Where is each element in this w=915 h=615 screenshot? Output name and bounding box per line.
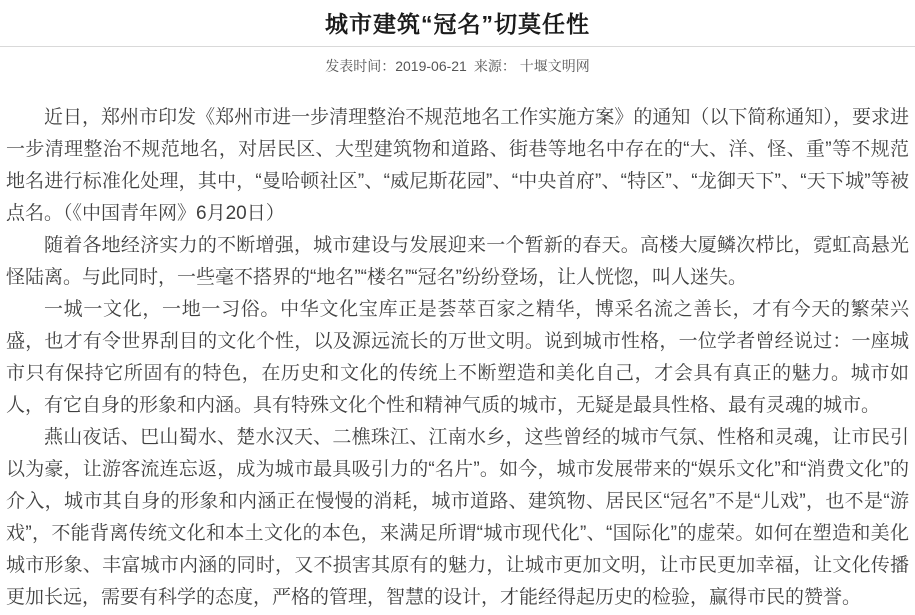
article-source: 来源： 十堰文明网 xyxy=(473,58,590,74)
article-meta xyxy=(0,47,915,74)
article-paragraph: 近日，郑州市印发《郑州市进一步清理整治不规范地名工作实施方案》的通知（以下简称通知），要求进一步清理整治不规范地名，对居民区、大型建筑物和道路、街巷等地名中存在的“大、洋、怪、重”等不规范地名进行标准化处理，其中，“曼哈顿社区”、“威尼斯花园”、“中央首府”、“特区”、“龙御天下”、“天下城”等被点名。（《中国青年网》6月20日） xyxy=(6,107,909,224)
article-body xyxy=(0,102,915,614)
article-paragraph: 随着各地经济实力的不断增强，城市建设与发展迎来一个暂新的春天。高楼大厦鳞次栉比，霓虹高悬光怪陆离。与此同时，一些毫不搭界的“地名”“楼名”“冠名”纷纷登场，让人恍惚，叫人迷失。 xyxy=(6,235,909,288)
publish-time: 发表时间：2019-06-21 xyxy=(325,58,467,74)
article-paragraph: 一城一文化，一地一习俗。中华文化宝库正是荟萃百家之精华，博采名流之善长，才有今天的繁荣兴盛，也才有令世界刮目的文化个性，以及源远流长的万世文明。说到城市性格，一位学者曾经说过：一座城市只有保持它所固有的特色，在历史和文化的传统上不断塑造和美化自己，才会具有真正的魅力。城市如人，有它自身的形象和内涵。具有特殊文化个性和精神气质的城市，无疑是最具性格、最有灵魂的城市。 xyxy=(6,299,909,416)
article-paragraph: 燕山夜话、巴山蜀水、楚水汉天、二樵珠江、江南水乡，这些曾经的城市气氛、性格和灵魂，让市民引以为豪，让游客流连忘返，成为城市最具吸引力的“名片”。如今，城市发展带来的“娱乐文化”和“消费文化”的介入，城市其自身的形象和内涵正在慢慢的消耗，城市道路、建筑物、居民区“冠名”不是“儿戏”，也不是“游戏”，不能背离传统文化和本土文化的本色，来满足所谓“城市现代化”、“国际化”的虚荣。如何在塑造和美化城市形象、丰富城市内涵的同时，又不损害其原有的魅力，让城市更加文明，让市民更加幸福，让文化传播更加长远，需要有科学的态度，严格的管理，智慧的设计，才能经得起历史的检验，赢得市民的赞誉。 xyxy=(6,427,909,608)
page-title: 城市建筑“冠名”切莫任性 xyxy=(325,11,590,37)
